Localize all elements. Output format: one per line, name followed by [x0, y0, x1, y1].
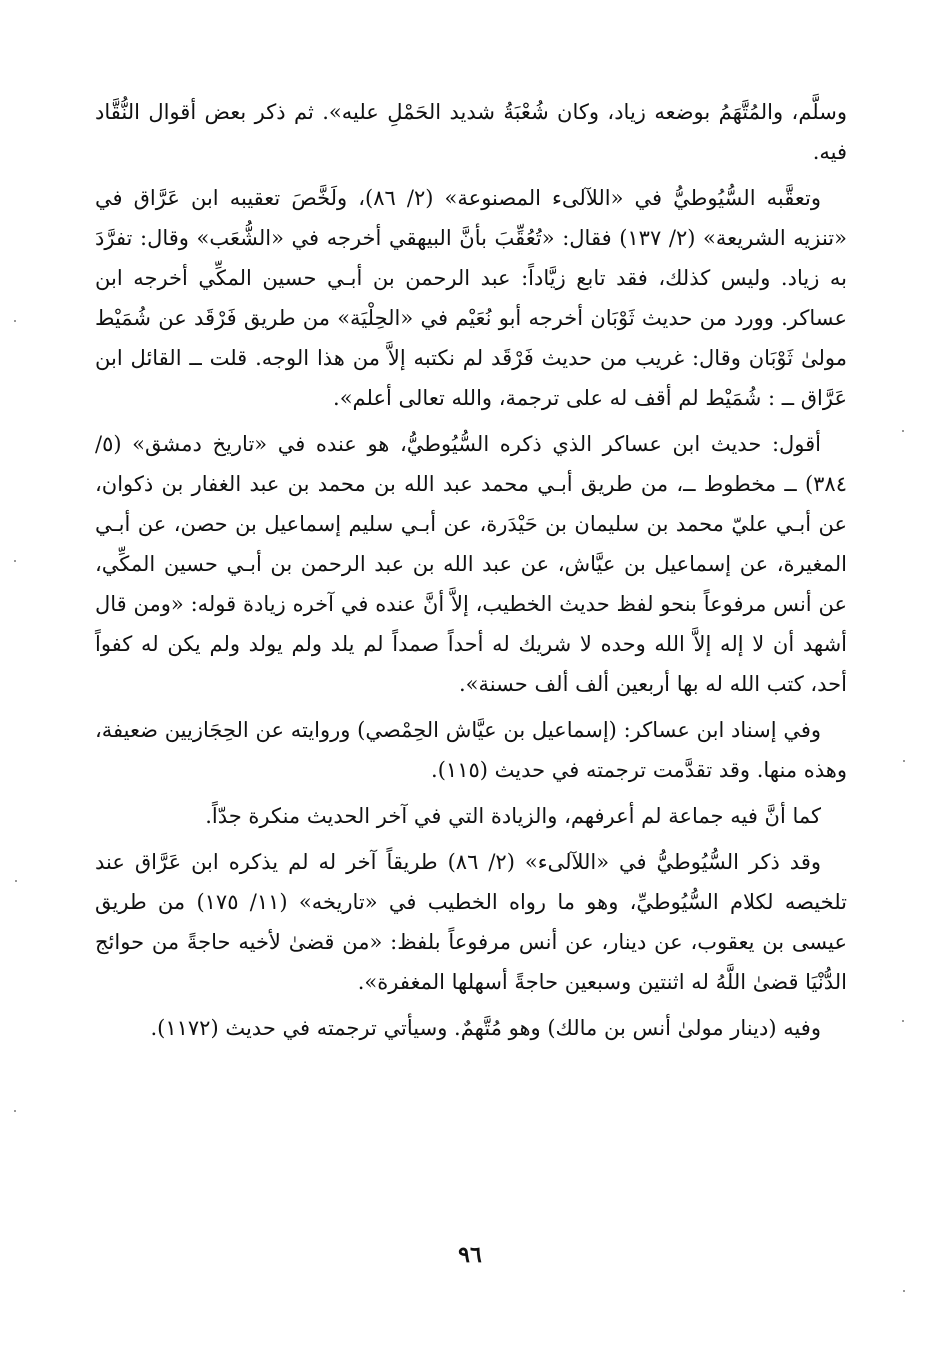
page-number: ٩٦ — [458, 1242, 482, 1268]
paragraph-1: وسلَّم، والمُتَّهَمُ بوضعه زياد، وكان شُعْبَةُ شديد الحَمْلِ عليه». ثم ذكر بعض أقوال النُّقَّاد فيه. — [95, 100, 847, 164]
paragraph-7: وفيه (دينار مولىٰ أنس بن مالك) وهو مُتَّهمٌ. وسيأتي ترجمته في حديث (١١٧٢). — [150, 1016, 821, 1040]
paragraph-5: كما أنَّ فيه جماعة لم أعرفهم، والزيادة التي في آخر الحديث منكرة جدّاً. — [205, 804, 821, 828]
paragraph-2: وتعقَّبه السُّيُوطيُّ في «اللآلىء المصنوعة» (٢/ ٨٦)، ولَخَّصَ تعقيبه ابن عَرَّاق في «تنزيه الشريعة» (٢/ ١٣٧) فقال: «تُعُقِّبَ بأنَّ البيهقي أخرجه في «الشُّعَب» وقال: تفرَّدَ به زياد. وليس كذلك، فقد تابع زيَّاداً: عبد الرحمن بن أبـي حسين المكِّي أخرجه ابن عساكر. وورد من حديث ثَوْبَان أخرجه أبو نُعَيْم في «الحِلْيَة» من طريق فَرْقَد عن شُمَيْط مولىٰ ثَوْبَان وقال: غريب من حديث فَرْقَد لم نكتبه إلاَّ من هذا الوجه. قلت ــ القائل ابن عَرَّاق ــ : شُمَيْط لم أقف له على ترجمة، والله تعالى أعلم». — [95, 186, 847, 410]
page-body — [95, 92, 847, 1054]
paragraph-4: وفي إسناد ابن عساكر: (إسماعيل بن عيَّاش الحِمْصي) وروايته عن الحِجَازيين ضعيفة، وهذه منها. وقد تقدَّمت ترجمته في حديث (١١٥). — [95, 718, 847, 782]
paragraph-6: وقد ذكر السُّيُوطيُّ في «اللآلىء» (٢/ ٨٦) طريقاً آخر له لم يذكره ابن عَرَّاق عند تلخيصه لكلام السُّيُوطيِّ، وهو ما رواه الخطيب في «تاريخه» (١١/ ١٧٥) من طريق عيسى بن يعقوب، عن دينار، عن أنس مرفوعاً بلفظ: «من قضىٰ لأخيه حاجةً من حوائج الدُّنْيَا قضىٰ اللَّهُ له اثنتين وسبعين حاجةً أسهلها المغفرة». — [95, 850, 847, 994]
paragraph-3: أقول: حديث ابن عساكر الذي ذكره السُّيُوطيُّ، هو عنده في «تاريخ دمشق» (٥/ ٣٨٤) ــ مخطوط ــ، من طريق أبـي محمد عبد الله بن محمد بن عبد الغفار بن ذكوان، عن أبـي عليّ محمد بن سليمان بن حَيْدَرة، عن أبـي سليم إسماعيل بن حصن، عن أبـي المغيرة، عن إسماعيل بن عيَّاش، عن عبد الله بن عبد الرحمن بن أبـي حسين المكِّي، عن أنس مرفوعاً بنحو لفظ حديث الخطيب، إلاَّ أنَّ عنده في آخره زيادة قوله: «ومن قال أشهد أن لا إله إلاَّ الله وحده لا شريك له أحداً صمداً لم يلد ولم يولد ولم يكن له كفواً أحد، كتب الله له بها أربعين ألف ألف حسنة». — [95, 432, 847, 696]
